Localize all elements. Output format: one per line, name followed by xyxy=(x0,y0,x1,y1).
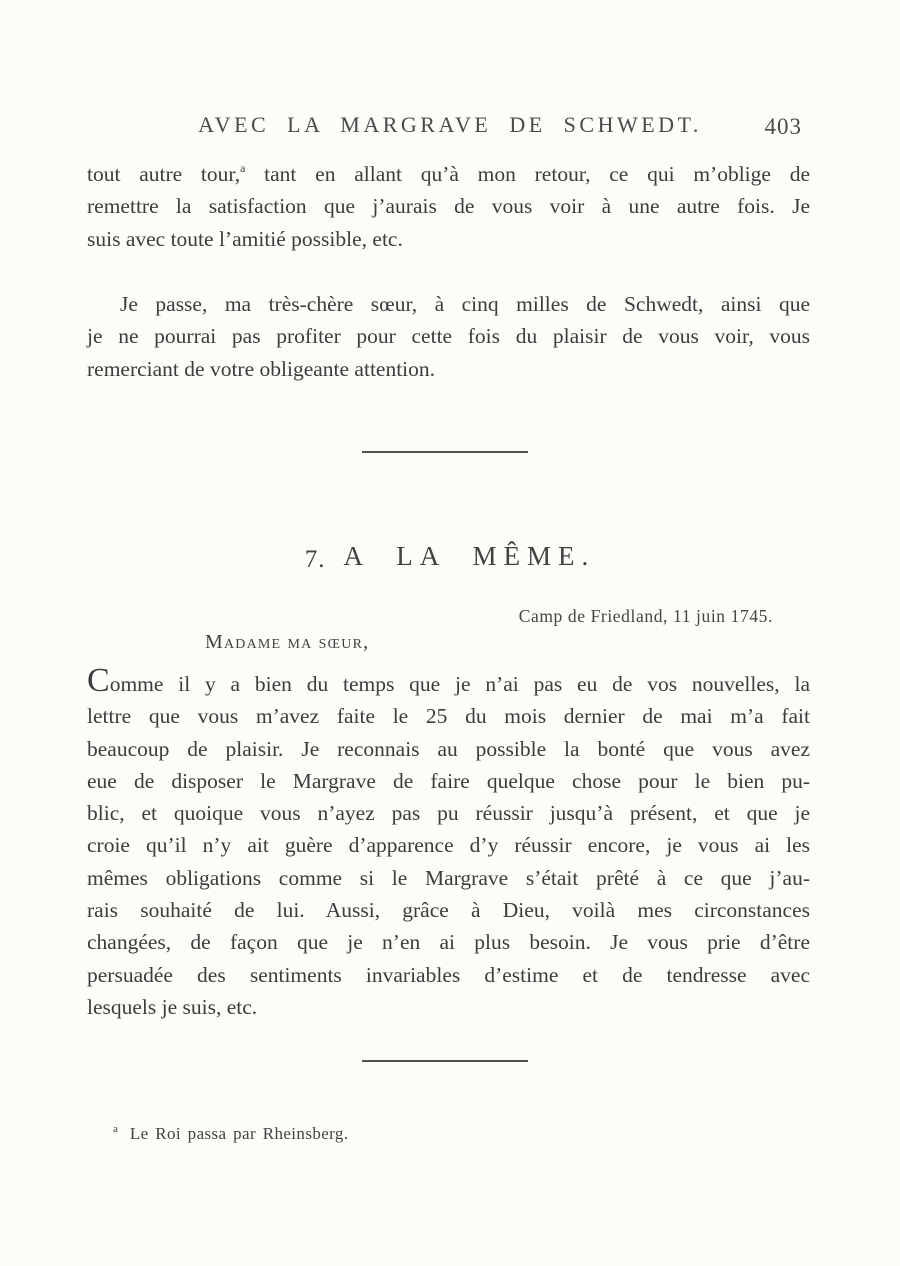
text-line xyxy=(87,158,810,190)
letter-title: A LA MÊME. xyxy=(343,541,596,571)
running-head xyxy=(0,112,900,148)
section-divider xyxy=(362,451,528,453)
letter-salutation: Madame ma sœur, xyxy=(205,631,370,653)
text-segment: omme il y a bien du temps que je n’ai pas eu de vos nouvelles, la xyxy=(109,672,810,696)
page-number: 403 xyxy=(764,114,802,139)
text-line: beaucoup de plaisir. Je reconnais au possible la bonté que vous avez xyxy=(87,736,810,761)
footnote xyxy=(113,1124,348,1144)
text-line: remerciant de votre obligeante attention. xyxy=(87,356,436,381)
text-line: mêmes obligations comme si le Margrave s’était prêté à ce que j’au- xyxy=(87,865,810,890)
text-line xyxy=(87,662,810,700)
letter-number: 7. xyxy=(304,546,326,573)
text-line: rais souhaité de lui. Aussi, grâce à Dieu, voilà mes circonstances xyxy=(87,898,810,923)
letter6-paragraph-1 xyxy=(87,158,810,255)
letter6-paragraph-2 xyxy=(87,288,810,385)
text-segment: tant en allant qu’à mon retour, ce qui m’oblige de xyxy=(245,162,810,186)
section-divider xyxy=(362,1060,528,1062)
footnote-marker: a xyxy=(113,1123,118,1135)
text-line: lettre que vous m’avez faite le 25 du mois dernier de mai m’a fait xyxy=(87,704,810,729)
text-line: lesquels je suis, etc. xyxy=(87,994,258,1019)
letter-heading xyxy=(0,541,900,574)
text-line: persuadée des sentiments invariables d’estime et de tendresse avec xyxy=(87,962,810,987)
text-line: blic, et quoique vous n’ayez pas pu réussir jusqu’à présent, et que je xyxy=(87,801,810,826)
text-line: je ne pourrai pas profiter pour cette fois du plaisir de vous voir, vous xyxy=(87,324,810,349)
initial-capital: C xyxy=(87,662,110,699)
text-line: remettre la satisfaction que j’aurais de vous voir à une autre fois. Je xyxy=(87,194,810,219)
footnote-marker: a xyxy=(240,161,246,175)
running-head-title: AVEC LA MARGRAVE DE SCHWEDT. xyxy=(198,112,702,137)
text-line: suis avec toute l’amitié possible, etc. xyxy=(87,226,403,251)
text-line: Je passe, ma très-chère sœur, à cinq milles de Schwedt, ainsi que xyxy=(120,292,810,316)
text-segment: tout autre tour, xyxy=(87,162,241,186)
paragraph-lines xyxy=(87,700,810,1023)
paragraph-lines xyxy=(87,288,810,385)
letter-dateline: Camp de Friedland, 11 juin 1745. xyxy=(518,606,773,626)
paragraph-lines xyxy=(87,190,810,255)
text-line: croie qu’il n’y ait guère d’apparence d’y réussir encore, je vous ai les xyxy=(87,833,810,858)
letter7-body xyxy=(87,662,810,1023)
text-line: changées, de façon que je n’en ai plus besoin. Je vous prie d’être xyxy=(87,930,810,955)
footnote-text: Le Roi passa par Rheinsberg. xyxy=(129,1124,349,1143)
text-line: eue de disposer le Margrave de faire quelque chose pour le bien pu- xyxy=(87,768,810,793)
